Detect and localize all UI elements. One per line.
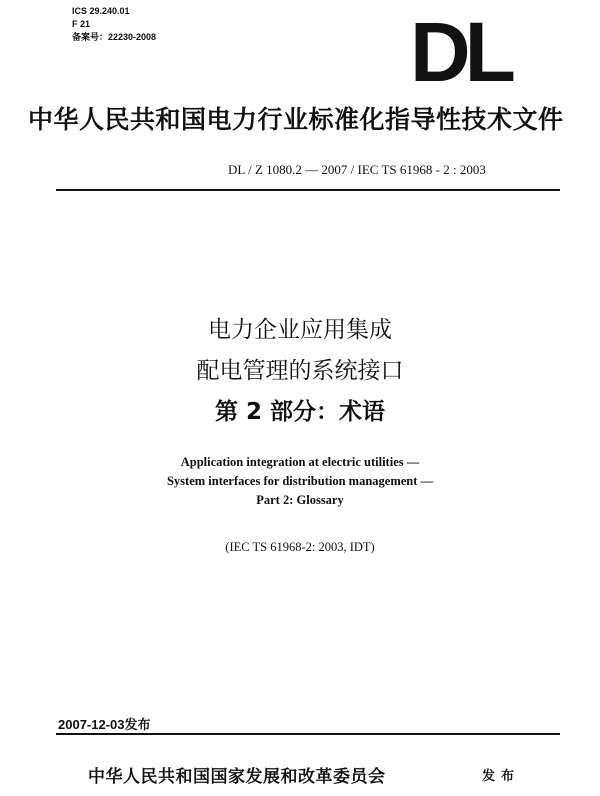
issuer: 中华人民共和国国家发展和改革委员会 xyxy=(88,767,386,787)
title-cn-line2: 配电管理的系统接口 xyxy=(196,358,404,384)
record-number: 备案号：22230-2008 xyxy=(72,32,157,42)
title-en-line3: Part 2: Glossary xyxy=(256,493,344,507)
title-en-line2: System interfaces for distribution management — xyxy=(166,474,434,488)
title-cn-line1: 电力企业应用集成 xyxy=(208,317,392,343)
header-title: 中华人民共和国电力行业标准化指导性技术文件 xyxy=(28,105,564,134)
standard-number: DL / Z 1080.2 — 2007 / IEC TS 61968 - 2 : 2003 xyxy=(228,162,486,177)
idt-note: (IEC TS 61968-2: 2003, IDT) xyxy=(225,540,375,554)
ccs-code: F 21 xyxy=(72,19,91,29)
footer-rule xyxy=(56,733,560,735)
title-en-line1: Application integration at electric utilities — xyxy=(180,455,420,469)
header-rule xyxy=(56,189,560,191)
release-date: 2007-12-03发布 xyxy=(58,717,151,732)
dl-logo: DL xyxy=(410,5,510,99)
title-cn-line3: 第 2 部分：术语 xyxy=(214,399,386,425)
ics-code: ICS 29.240.01 xyxy=(72,6,130,16)
publish-label: 发布 xyxy=(482,769,521,784)
